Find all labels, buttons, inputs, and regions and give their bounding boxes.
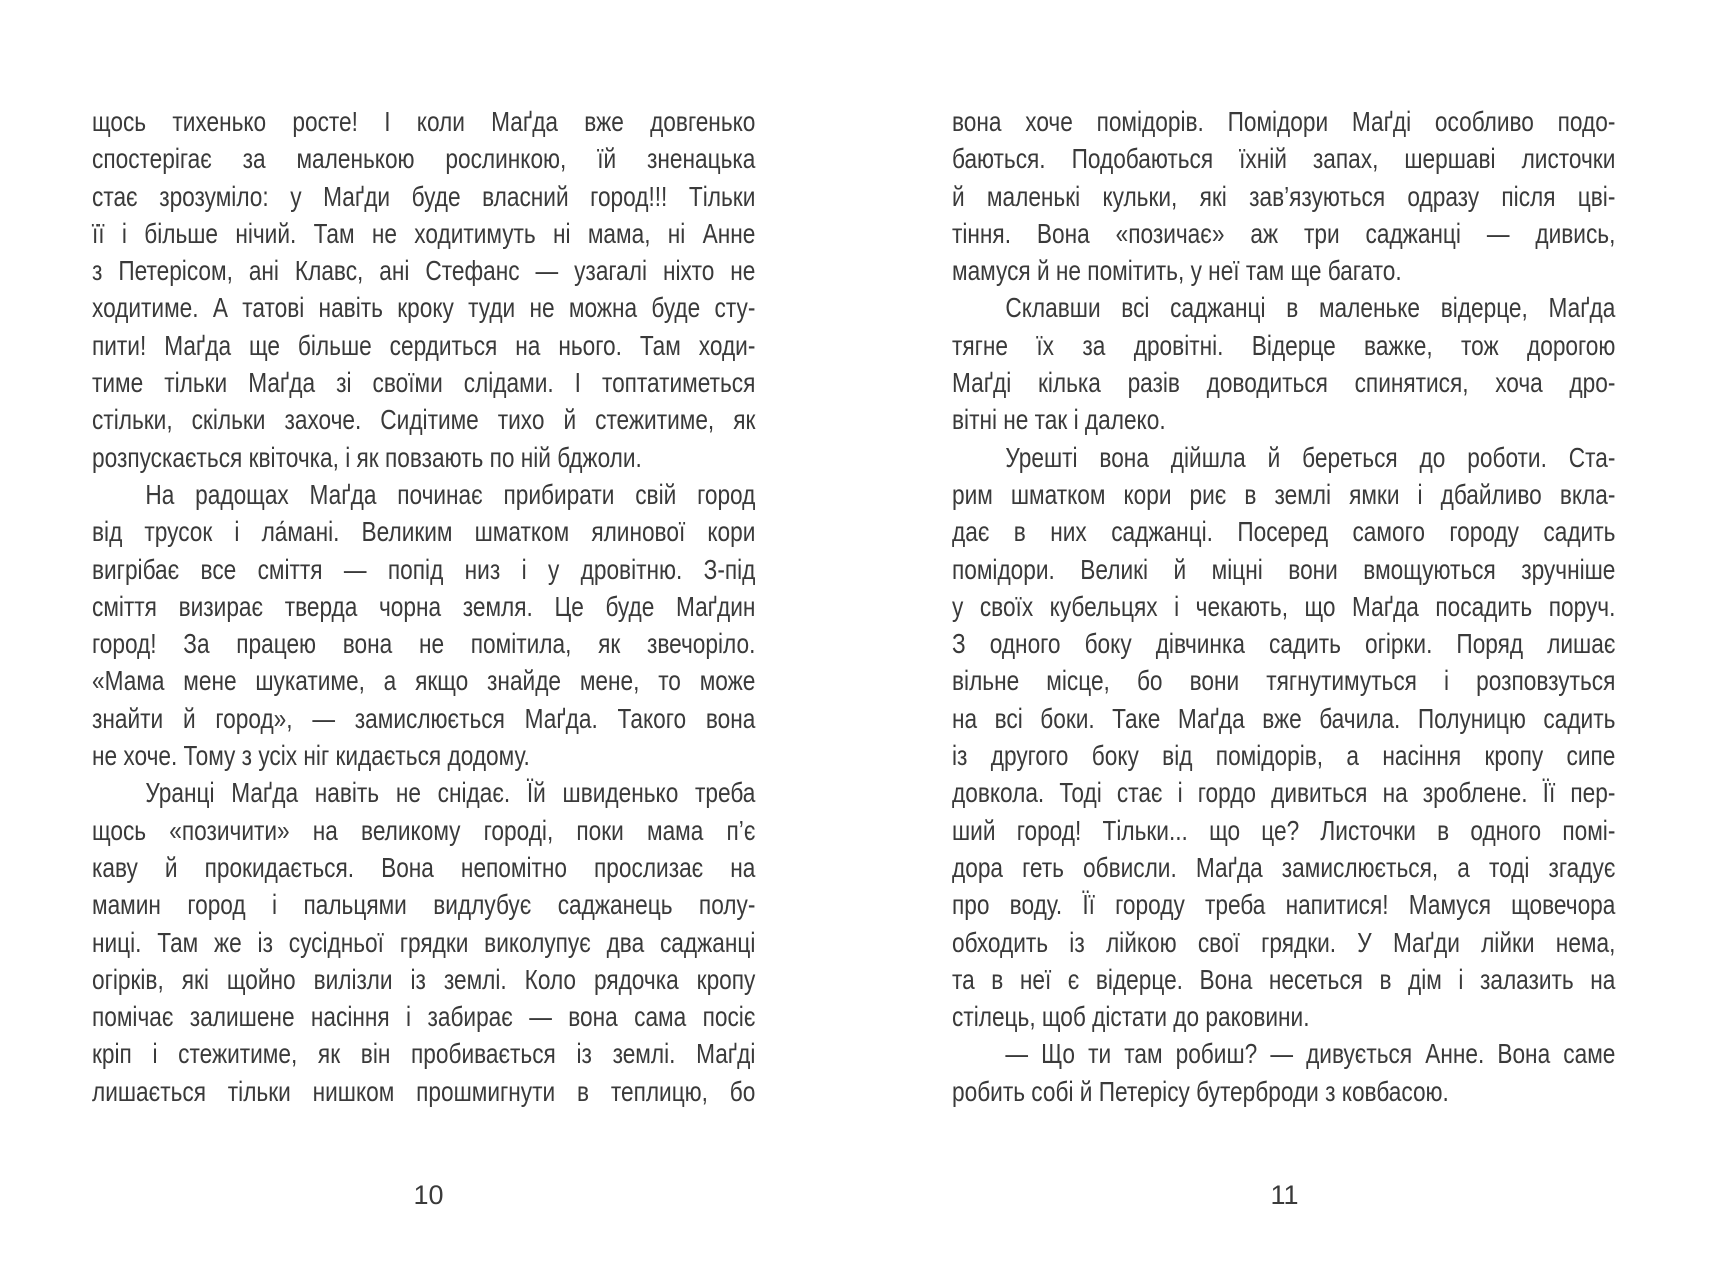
text-line: рим шматком кори риє в землі ямки і дбайливо вкла- [952,478,1616,510]
text-line: город! За працею вона не помітила, як звечоріло. [92,628,756,660]
text-line: помідори. Великі й міцні вони вмощуються зручніше [952,553,1616,585]
text-line: лишається тільки нишком прошмигнути в теплицю, бо [92,1075,756,1107]
text-line: стає зрозуміло: у Маґди буде власний город!!! Тільки [92,180,756,212]
page-number-left: 10 [413,1180,444,1210]
text-line: від трусок і ла́мані. Великим шматком ялинової кори [92,516,756,548]
text-line: мамуся й не помітить, у неї там ще багато. [952,255,1402,287]
text-column-left [92,103,755,1110]
text-line: вигрібає все сміття — попід низ і у дровітню. З-під [92,553,756,585]
text-line: Уранці Маґда навіть не снідає. Їй швиденько треба [145,777,756,809]
text-line: з Петерісом, ані Клавс, ані Стефанс — узагалі ніхто не [92,255,756,287]
text-line: стільки, скільки захоче. Сидітиме тихо й стежитиме, як [92,404,756,436]
text-line: Урешті вона дійшла й береться до роботи. Ста- [1005,441,1616,473]
text-line: робить собі й Петерісу бутерброди з ковбасою. [952,1075,1449,1107]
text-line: каву й прокидається. Вона непомітно прослизає на [92,851,756,883]
text-line: щось тихенько росте! І коли Маґда вже довгенько [92,106,756,137]
text-line: пити! Маґда ще більше сердиться на нього. Там ходи- [92,329,756,361]
text-line: про воду. Її городу треба напитися! Мамуся щовечора [952,889,1616,921]
text-line: її і більше нічий. Там не ходитимуть ні мама, ні Анне [92,217,756,249]
text-line: помічає залишене насіння і забирає — вона сама посіє [92,1001,756,1033]
text-line: щось «позичити» на великому городі, поки мама п’є [92,814,756,846]
text-line: ниці. Там же із сусідньої грядки виколупує два саджанці [92,926,756,958]
text-line: сміття визирає тверда чорна земля. Це буде Маґдин [92,590,756,622]
text-line: баються. Подобаються їхній запах, шершаві листочки [952,143,1616,175]
text-line: стілець, щоб дістати до раковини. [952,1001,1310,1033]
text-line: тягне їх за дровітні. Відерце важке, тож дорогою [952,329,1616,361]
text-line: розпускається квіточка, і як повзають по ній бджоли. [92,441,642,473]
text-line: вітні не так і далеко. [952,404,1166,436]
text-line: дора геть обвисли. Маґда замислюється, а тоді згадує [952,851,1616,883]
text-column-right [952,103,1615,1110]
text-line: знайти й город», — замислюється Маґда. Такого вона [92,702,756,734]
text-line: ходитиме. А татові навіть кроку туди не можна буде сту- [92,292,756,324]
text-line: дає в них саджанці. Посеред самого городу садить [952,516,1616,548]
text-line: спостерігає за маленькою рослинкою, їй зненацька [92,143,756,175]
text-line: Склавши всі саджанці в маленьке відерце, Маґда [1005,292,1616,324]
text-line: З одного боку дівчинка садить огірки. Поряд лишає [952,628,1616,660]
text-line: на всі боки. Таке Маґда вже бачила. Полуницю садить [952,702,1616,734]
text-line: ший город! Тільки... що це? Листочки в одного помі- [952,814,1616,846]
page-number-right: 11 [1270,1180,1299,1210]
page-right [856,0,1713,1270]
text-line: тіння. Вона «позичає» аж три саджанці — дивись, [952,217,1616,249]
text-line: із другого боку від помідорів, а насіння кропу сипе [952,740,1616,772]
text-line: — Що ти там робиш? — дивується Анне. Вона саме [1005,1038,1616,1070]
text-line: вільне місце, бо вони тягнутимуться і розповзуться [952,665,1616,697]
text-line: тиме тільки Маґда зі своїми слідами. І топтатиметься [92,367,756,399]
text-line: й маленькі кульки, які зав’язуються одразу після цві- [952,180,1616,212]
text-line: вона хоче помідорів. Помідори Маґді особливо подо- [952,106,1616,137]
text-line: у своїх кубельцях і чекають, що Маґда посадить поруч. [952,590,1616,622]
text-line: Маґді кілька разів доводиться спинятися, хоча дро- [952,367,1616,399]
text-line: кріп і стежитиме, як він пробивається із землі. Маґді [92,1038,756,1070]
text-line: не хоче. Тому з усіх ніг кидається додому. [92,740,530,772]
text-line: та в неї є відерце. Вона несеться в дім і залазить на [952,963,1616,995]
text-line: огірків, які щойно вилізли із землі. Коло рядочка кропу [92,963,756,995]
text-line: «Мама мене шукатиме, а якщо знайде мене, то може [92,665,756,697]
text-line: обходить із лійкою свої грядки. У Маґди лійки нема, [952,926,1616,958]
text-line: мамин город і пальцями видлубує саджанець полу- [92,889,756,921]
text-line: довкола. Тоді стає і гордо дивиться на зроблене. Її пер- [952,777,1616,809]
text-line: На радощах Маґда починає прибирати свій город [145,478,756,510]
